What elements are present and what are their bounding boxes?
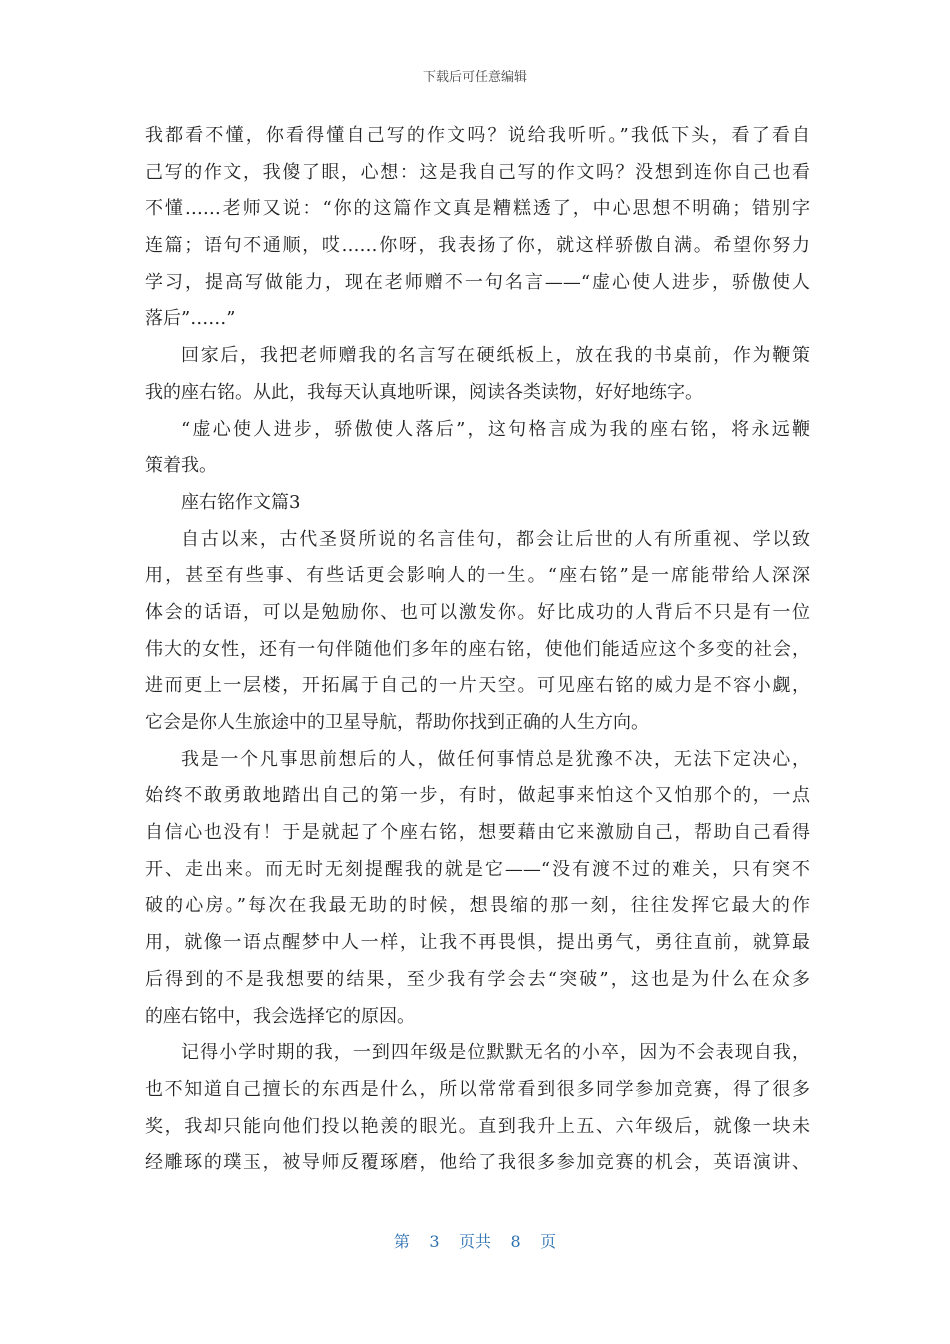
text-line: 不懂……老师又说：“你的这篇作文真是糟糕透了，中心思想不明确；错别字	[145, 198, 810, 220]
text-line: 连篇；语句不通顺，哎……你呀，我表扬了你，就这样骄傲自满。希望你努力	[145, 235, 810, 257]
text-line: 自古以来，古代圣贤所说的名言佳句，都会让后世的人有所重视、学以致	[181, 528, 810, 550]
text-line: 用，甚至有些事、有些话更会影响人的一生。“座右铭”是一席能带给人深深	[145, 565, 810, 587]
text-line: 也不知道自己擅长的东西是什么，所以常常看到很多同学参加竞赛，得了很多	[145, 1078, 810, 1100]
text-line: 回家后，我把老师赠我的名言写在硬纸板上，放在我的书桌前，作为鞭策	[181, 345, 810, 367]
text-line: 破的心房。”每次在我最无助的时候，想畏缩的那一刻，往往发挥它最大的作	[145, 895, 810, 917]
text-line: 经雕琢的璞玉，被导师反覆琢磨，他给了我很多参加竞赛的机会，英语演讲、	[145, 1152, 810, 1174]
text-line: 奖，我却只能向他们投以艳羡的眼光。直到我升上五、六年级后，就像一块未	[145, 1115, 810, 1137]
text-line: 学习，提高写做能力，现在老师赠不一句名言——“虚心使人进步，骄傲使人	[145, 271, 810, 293]
text-line: 始终不敢勇敢地踏出自己的第一步，有时，做起事来怕这个又怕那个的，一点	[145, 785, 810, 807]
text-line: 我的座右铭。从此，我每天认真地听课，阅读各类读物，好好地练字。	[145, 381, 703, 403]
text-line: “虚心使人进步，骄傲使人落后”，这句格言成为我的座右铭，将永远鞭	[181, 418, 810, 440]
text-line: 伟大的女性，还有一句伴随他们多年的座右铭，使他们能适应这个多变的社会，	[145, 638, 810, 660]
text-line: 的座右铭中，我会选择它的原因。	[145, 1005, 415, 1027]
text-line: 用，就像一语点醒梦中人一样，让我不再畏惧，提出勇气，勇往直前，就算最	[145, 932, 810, 954]
text-line: 记得小学时期的我，一到四年级是位默默无名的小卒，因为不会表现自我，	[181, 1042, 810, 1064]
text-line: 后得到的不是我想要的结果，至少我有学会去“突破”，这也是为什么在众多	[145, 968, 810, 990]
text-line: 落后”……”	[145, 308, 236, 330]
page-footer: 第 3 页共 8 页	[393, 1232, 557, 1251]
text-line: 自信心也没有！于是就起了个座右铭，想要藉由它来激励自己，帮助自己看得	[145, 822, 810, 844]
text-line: 它会是你人生旅途中的卫星导航，帮助你找到正确的人生方向。	[145, 712, 649, 733]
document-body	[145, 118, 810, 1182]
text-line: 开、走出来。而无时无刻提醒我的就是它——“没有渡不过的难关，只有突不	[145, 858, 810, 880]
text-line: 策着我。	[145, 455, 217, 477]
text-line: 我都看不懂，你看得懂自己写的作文吗？说给我听听。”我低下头，看了看自	[145, 125, 810, 146]
page-header: 下载后可任意编辑	[422, 70, 527, 85]
text-line: 体会的话语，可以是勉励你、也可以激发你。好比成功的人背后不只是有一位	[145, 601, 810, 623]
text-line: 己写的作文，我傻了眼，心想：这是我自己写的作文吗？没想到连你自己也看	[145, 161, 810, 183]
text-line: 我是一个凡事思前想后的人，做任何事情总是犹豫不决，无法下定决心，	[181, 748, 810, 770]
text-line: 进而更上一层楼，开拓属于自己的一片天空。可见座右铭的威力是不容小觑，	[145, 675, 810, 697]
text-line: 座右铭作文篇3	[181, 491, 301, 513]
